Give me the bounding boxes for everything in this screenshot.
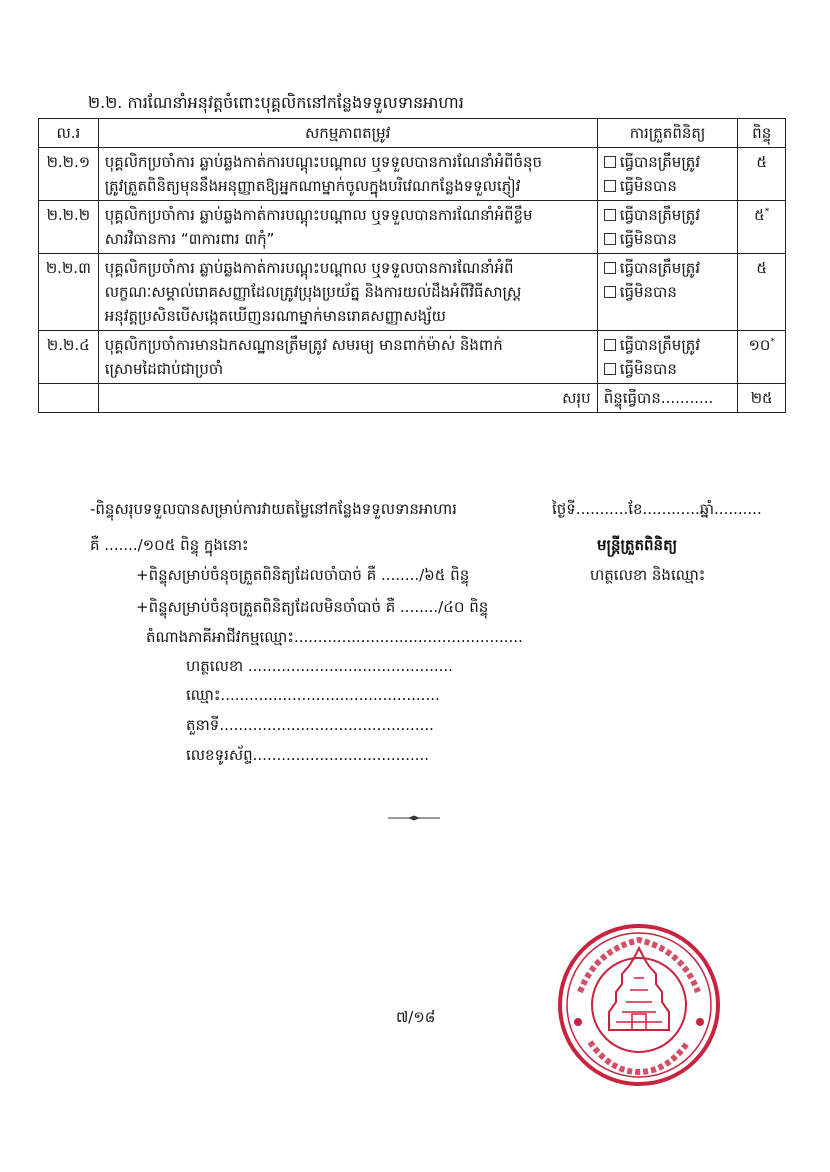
summary-line-3: +ពិន្ទុសម្រាប់ចំនុចត្រួតពិនិត្យដែលចាំបាច់ គឺ ......../៦៥ ពិន្ទុ	[136, 566, 470, 584]
row-check	[597, 254, 738, 331]
option-done[interactable]	[604, 203, 732, 227]
row-points	[738, 148, 786, 201]
checkbox-icon[interactable]	[604, 339, 616, 351]
table-row	[39, 148, 786, 201]
option-done[interactable]	[604, 150, 732, 174]
total-points: ២៥	[738, 384, 786, 413]
activity-line: ត្រូវត្រួតពិនិត្យមុននឹងអនុញ្ញាតឱ្យអ្នកណាម្នាក់ចូលក្នុងបរិវេណកន្លែងទទួលភ្ញៀវ	[104, 177, 521, 195]
option-done-label: ធ្វើបានត្រឹមត្រូវ	[619, 153, 701, 171]
checkbox-icon[interactable]	[604, 180, 616, 192]
total-label: សរុប	[98, 384, 597, 413]
option-done[interactable]	[604, 256, 732, 280]
option-not-done[interactable]	[604, 280, 732, 304]
total-row	[39, 384, 786, 413]
divider-ornament	[388, 815, 440, 821]
row-activity	[98, 148, 597, 201]
row-check	[597, 148, 738, 201]
inspector-sign: ហត្ថលេខា និងឈ្មោះ	[590, 566, 706, 584]
row-check	[597, 331, 738, 384]
activity-line: បុគ្គលិកប្រចាំការ ឆ្លាប់ឆ្លងកាត់ការបណ្តុះបណ្តាល ឬទទួលបានការណែនាំអំពី	[104, 259, 514, 277]
section-title: ២.២. ការណែនាំអនុវត្តចំពោះបុគ្គលិកនៅកន្លែងទទួលទានអាហារ	[88, 93, 464, 112]
option-not-done-label: ធ្វើមិនបាន	[619, 177, 677, 195]
date-line: ថ្ងៃទី...........ខែ............ឆ្នាំ..........	[552, 500, 762, 518]
activity-line: បុគ្គលិកប្រចាំការ ឆ្លាប់ឆ្លងកាត់ការបណ្តុះបណ្តាល ឬទទួលបានការណែនាំអំពីចំនុច	[104, 153, 543, 171]
points-mark: *	[770, 337, 775, 347]
summary-line-1: -ពិន្ទុសរុបទទួលបានសម្រាប់ការវាយតម្លៃនៅកន្លែងទទួលទានអាហារ	[90, 500, 457, 518]
row-number: ២.២.២	[39, 201, 99, 254]
points-mark: *	[764, 207, 770, 217]
option-not-done[interactable]	[604, 357, 732, 381]
header-check: ការត្រួតពិនិត្យ	[597, 119, 738, 148]
points-value: ៥	[756, 153, 768, 171]
points-value: ៥	[756, 259, 768, 277]
activity-line: បុគ្គលិកប្រចាំការ ឆ្លាប់ឆ្លងកាត់ការបណ្តុះបណ្តាល ឬទទួលបានការណែនាំអំពីខ្លឹម	[104, 206, 533, 224]
total-earned: ពិន្ទុធ្វើបាន...........	[597, 384, 738, 413]
checkbox-icon[interactable]	[604, 363, 616, 375]
checkbox-icon[interactable]	[604, 209, 616, 221]
table-row	[39, 201, 786, 254]
activity-line: លក្ខណៈសម្គាល់រោគសញ្ញាដែលត្រូវប្រុងប្រយ័ត្ន និងការយល់ដឹងអំពីវិធីសាស្ត្រ	[104, 283, 522, 301]
option-done-label: ធ្វើបានត្រឹមត្រូវ	[619, 336, 701, 354]
table-row	[39, 254, 786, 331]
official-stamp	[556, 922, 722, 1088]
option-not-done[interactable]	[604, 174, 732, 198]
table-header-row	[39, 119, 786, 148]
row-activity	[98, 201, 597, 254]
checkbox-icon[interactable]	[604, 262, 616, 274]
signature-line: ហត្ថលេខា ...........................................	[186, 657, 453, 675]
option-done-label: ធ្វើបានត្រឹមត្រូវ	[619, 259, 701, 277]
row-points	[738, 331, 786, 384]
checkbox-icon[interactable]	[604, 156, 616, 168]
position-line: តួនាទី.............................................	[186, 716, 434, 734]
row-number: ២.២.៣	[39, 254, 99, 331]
checklist-table	[38, 118, 786, 413]
checkbox-icon[interactable]	[604, 233, 616, 245]
row-points	[738, 201, 786, 254]
activity-line: អនុវត្តប្រសិនបើសង្កេតឃើញនរណាម្នាក់មានរោគសញ្ញាសង្ស័យ	[104, 307, 446, 325]
row-number: ២.២.១	[39, 148, 99, 201]
option-not-done-label: ធ្វើមិនបាន	[619, 283, 677, 301]
header-points: ពិន្ទុ	[738, 119, 786, 148]
points-value: ១០	[748, 336, 771, 354]
row-number: ២.២.៤	[39, 331, 99, 384]
row-check	[597, 201, 738, 254]
option-not-done-label: ធ្វើមិនបាន	[619, 360, 677, 378]
option-not-done[interactable]	[604, 227, 732, 251]
row-activity	[98, 331, 597, 384]
row-activity	[98, 254, 597, 331]
activity-line: សារវិធានការ “៣ការពារ ៣កុំ”	[104, 230, 275, 248]
option-done-label: ធ្វើបានត្រឹមត្រូវ	[619, 206, 701, 224]
activity-line: ស្រោមដៃជាប់ជាប្រចាំ	[104, 360, 224, 378]
phone-line: លេខទូរស័ព្ទ.....................................	[186, 746, 430, 764]
row-points	[738, 254, 786, 331]
table-row	[39, 331, 786, 384]
checkbox-icon[interactable]	[604, 286, 616, 298]
header-no: ល.រ	[39, 119, 99, 148]
inspector-title: មន្ត្រីត្រួតពិនិត្យ	[597, 536, 678, 554]
header-activity: សកម្មភាពតម្រូវ	[98, 119, 597, 148]
name-line: ឈ្មោះ..............................................	[186, 686, 440, 704]
representative-line: តំណាងភាគីអាជីវកម្មឈ្មោះ................................................	[146, 628, 523, 646]
points-value: ៥	[754, 206, 765, 224]
page-number: ៧/១៨	[396, 1008, 436, 1026]
option-done[interactable]	[604, 333, 732, 357]
option-not-done-label: ធ្វើមិនបាន	[619, 230, 677, 248]
summary-line-2: គឺ ......./១០៥ ពិន្ទុ ក្នុងនោះ	[90, 536, 249, 554]
summary-line-4: +ពិន្ទុសម្រាប់ចំនុចត្រួតពិនិត្យដែលមិនចាំបាច់ គឺ ......../៤០ ពិន្ទុ	[136, 598, 489, 616]
activity-line: បុគ្គលិកប្រចាំការមានឯកសណ្ឋានត្រឹមត្រូវ សមរម្យ មានពាក់ម៉ាស់ និងពាក់	[104, 336, 503, 354]
